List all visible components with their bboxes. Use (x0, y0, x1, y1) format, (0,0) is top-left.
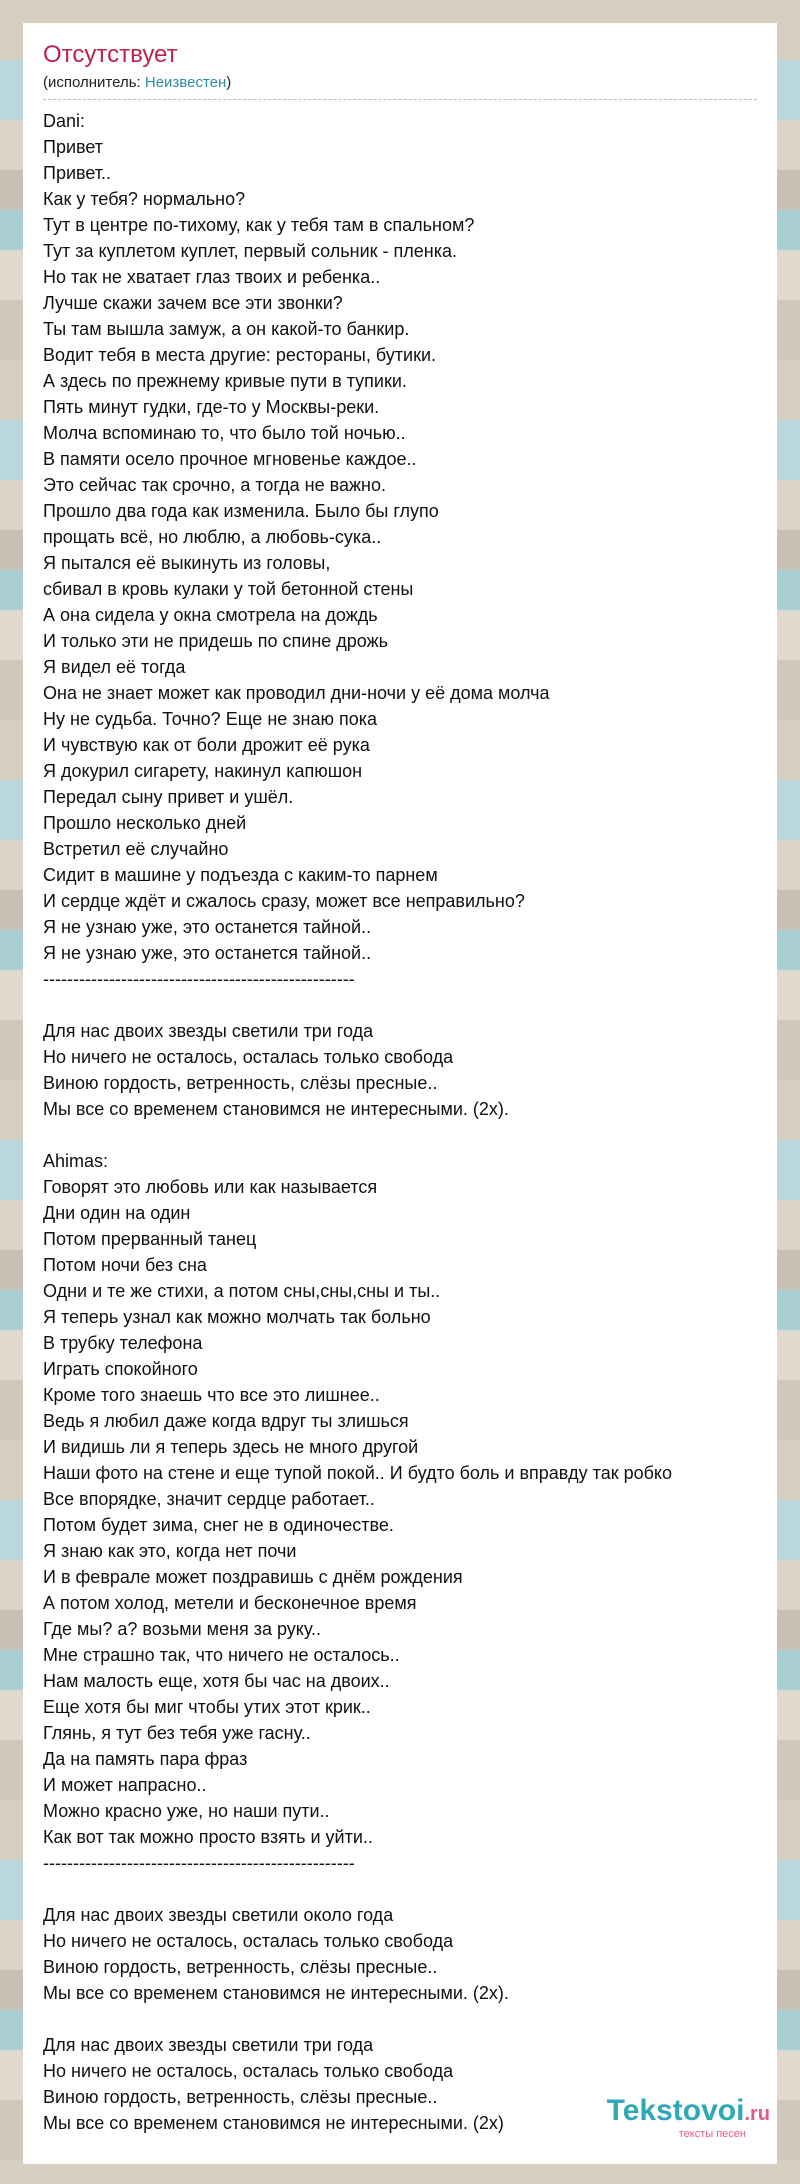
lyric-line: Для нас двоих звезды светили три года (43, 1021, 374, 1041)
lyric-line: Я теперь узнал как можно молчать так больно (43, 1307, 431, 1327)
lyric-line: Ну не судьба. Точно? Еще не знаю пока (43, 709, 378, 729)
lyric-line: Встретил её случайно (43, 839, 229, 859)
lyric-line: ---------------------------------------------------- (43, 1853, 355, 1873)
lyric-line: Я знаю как это, когда нет почи (43, 1541, 297, 1561)
lyric-line: Я не узнаю уже, это останется тайной.. (43, 943, 372, 963)
lyric-line: Сидит в машине у подъезда с каким-то парнем (43, 865, 438, 885)
lyric-line: Где мы? а? возьми меня за руку.. (43, 1619, 322, 1639)
lyric-line: Можно красно уже, но наши пути.. (43, 1801, 330, 1821)
lyric-line: Dani: (43, 111, 86, 131)
lyric-line: Прошло несколько дней (43, 813, 247, 833)
lyric-line: Для нас двоих звезды светили около года (43, 1905, 394, 1925)
artist-suffix: ) (226, 74, 232, 91)
song-title: Отсутствует (43, 41, 178, 68)
lyric-line: Она не знает может как проводил дни-ночи у её дома молча (43, 683, 550, 703)
lyric-line: Потом будет зима, снег не в одиночестве. (43, 1515, 394, 1535)
lyric-line: Играть спокойного (43, 1359, 198, 1379)
lyric-line: Мне страшно так, что ничего не осталось.. (43, 1645, 400, 1665)
lyric-line: Прошло два года как изменила. Было бы глупо (43, 501, 439, 521)
lyric-line: прощать всё, но люблю, а любовь-сука.. (43, 527, 382, 547)
lyric-line: Передал сыну привет и ушёл. (43, 787, 294, 807)
lyric-line: Это сейчас так срочно, а тогда не важно. (43, 475, 386, 495)
lyric-line: И чувствую как от боли дрожит её рука (43, 735, 370, 755)
lyric-line: Одни и те же стихи, а потом сны,сны,сны и ты.. (43, 1281, 441, 1301)
lyric-line: Виною гордость, ветренность, слёзы пресные.. (43, 1957, 438, 1977)
lyric-line: Привет (43, 137, 104, 157)
lyric-line: Я докурил сигарету, накинул капюшон (43, 761, 363, 781)
lyric-line: Виною гордость, ветренность, слёзы пресные.. (43, 1073, 438, 1093)
lyric-line: Виною гордость, ветренность, слёзы пресные.. (43, 2087, 438, 2107)
lyric-line: Потом прерванный танец (43, 1229, 257, 1249)
lyric-line: Мы все со временем становимся не интересными. (2x). (43, 1099, 509, 1119)
lyric-line: Ведь я любил даже когда вдруг ты злишься (43, 1411, 409, 1431)
lyric-line: А она сидела у окна смотрела на дождь (43, 605, 378, 625)
lyric-line: Как у тебя? нормально? (43, 189, 246, 209)
lyric-line: И в феврале может поздравишь с днём рождения (43, 1567, 463, 1587)
lyric-line: Как вот так можно просто взять и уйти.. (43, 1827, 373, 1847)
artist-link[interactable]: Неизвестен (144, 74, 227, 91)
lyric-line: Все впорядке, значит сердце работает.. (43, 1489, 375, 1509)
lyric-line: Ahimas: (43, 1151, 109, 1171)
lyric-line: Я пытался её выкинуть из головы, (43, 553, 331, 573)
lyric-line (43, 1122, 777, 1148)
lyrics-card (23, 23, 777, 2164)
lyric-line: Наши фото на стене и еще тупой покой.. И будто боль и вправду так робко (43, 1463, 673, 1483)
lyric-line: Тут в центре по-тихому, как у тебя там в спальном? (43, 215, 475, 235)
lyric-line: И только эти не придешь по спине дрожь (43, 631, 389, 651)
lyric-line: И сердце ждёт и сжалось сразу, может все неправильно? (43, 891, 525, 911)
lyric-line: Но ничего не осталось, осталась только свобода (43, 1931, 454, 1951)
site-logo[interactable] (607, 2095, 770, 2140)
lyric-line: Лучше скажи зачем все эти звонки? (43, 293, 343, 313)
lyric-line: Я видел её тогда (43, 657, 186, 677)
lyric-line: Водит тебя в места другие: рестораны, бутики. (43, 345, 437, 365)
lyric-line: Но ничего не осталось, осталась только свобода (43, 2061, 454, 2081)
lyric-line: А здесь по прежнему кривые пути в тупики. (43, 371, 407, 391)
lyric-line (43, 2006, 777, 2032)
lyric-line: Еще хотя бы миг чтобы утих этот крик.. (43, 1697, 371, 1717)
lyric-line: Но так не хватает глаз твоих и ребенка.. (43, 267, 381, 287)
lyric-line: сбивал в кровь кулаки у той бетонной стены (43, 579, 414, 599)
logo-wordmark (607, 2095, 770, 2130)
logo-tagline: тексты песен (678, 2128, 746, 2140)
lyric-line: А потом холод, метели и бесконечное время (43, 1593, 417, 1613)
lyric-line (43, 1876, 777, 1902)
lyric-line: Тут за куплетом куплет, первый сольник - пленка. (43, 241, 458, 261)
artist-prefix: (исполнитель: (43, 74, 145, 91)
lyric-line (43, 992, 777, 1018)
lyrics-body (43, 108, 777, 2136)
logo-tld: .ru (744, 2103, 770, 2125)
lyric-line: ---------------------------------------------------- (43, 969, 355, 989)
lyric-line: И видишь ли я теперь здесь не много другой (43, 1437, 419, 1457)
lyric-line: Привет.. (43, 163, 112, 183)
lyric-line: Молча вспоминаю то, что было той ночью.. (43, 423, 406, 443)
lyric-line: Глянь, я тут без тебя уже гасну.. (43, 1723, 311, 1743)
lyric-line: Ты там вышла замуж, а он какой-то банкир. (43, 319, 410, 339)
lyric-line: Да на память пара фраз (43, 1749, 248, 1769)
lyric-line: И может напрасно.. (43, 1775, 207, 1795)
lyric-line: Я не узнаю уже, это останется тайной.. (43, 917, 372, 937)
lyric-line: В памяти осело прочное мгновенье каждое.. (43, 449, 417, 469)
lyric-line: Кроме того знаешь что все это лишнее.. (43, 1385, 380, 1405)
lyric-line: Нам малость еще, хотя бы час на двоих.. (43, 1671, 390, 1691)
artist-line (43, 73, 757, 100)
lyric-line: Мы все со временем становимся не интересными. (2x) (43, 2113, 504, 2133)
lyric-line: Потом ночи без сна (43, 1255, 207, 1275)
lyric-line: В трубку телефона (43, 1333, 203, 1353)
lyric-line: Но ничего не осталось, осталась только свобода (43, 1047, 454, 1067)
lyric-line: Говорят это любовь или как называется (43, 1177, 378, 1197)
lyric-line: Для нас двоих звезды светили три года (43, 2035, 374, 2055)
lyric-line: Дни один на один (43, 1203, 191, 1223)
lyric-line: Мы все со временем становимся не интересными. (2x). (43, 1983, 509, 2003)
logo-main-text: Tekstovoi (606, 2094, 745, 2127)
lyric-line: Пять минут гудки, где-то у Москвы-реки. (43, 397, 380, 417)
